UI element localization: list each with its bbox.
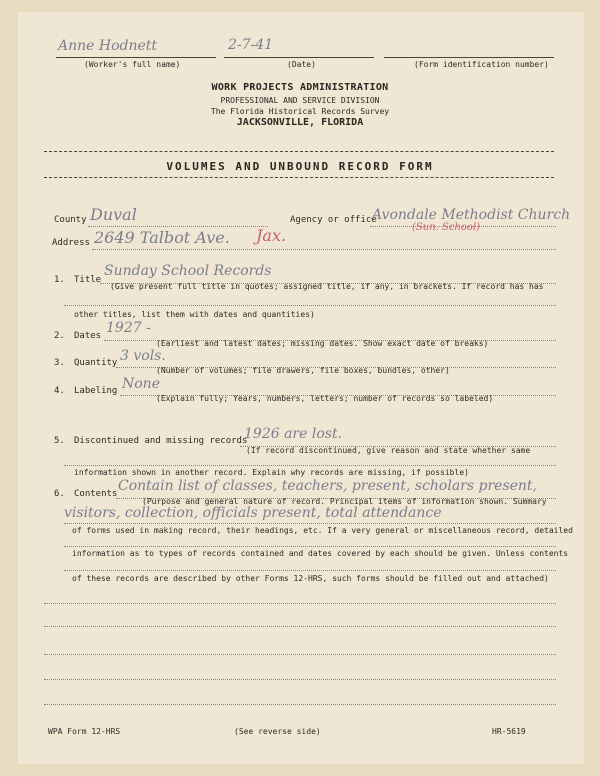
title-rule-bottom <box>44 177 554 178</box>
agency-office-label: Agency or office <box>290 215 377 225</box>
county-value: Duval <box>90 205 137 224</box>
dates-value: 1927 - <box>106 320 151 336</box>
contents-hint-4: of these records are described by other Forms 12-HRS, such forms should be filled out and attached) <box>72 574 549 583</box>
division-heading: PROFESSIONAL AND SERVICE DIVISION <box>220 96 380 105</box>
contents-value-2: visitors, collection, officials present, total attendance <box>64 505 442 521</box>
labeling-value: None <box>122 376 160 392</box>
city-heading: JACKSONVILLE, FLORIDA <box>236 117 364 128</box>
worker-name-label: (Worker's full name) <box>84 60 181 69</box>
quantity-value: 3 vols. <box>120 348 166 364</box>
discontinued-hint-1: (If record discontinued, give reason and state whether same <box>246 446 531 455</box>
address-value: 2649 Talbot Ave. <box>94 228 230 247</box>
contents-hint-3: information as to types of records contained and dates covered by each should be given. Unless contents <box>72 549 569 558</box>
survey-heading: The Florida Historical Records Survey <box>210 107 390 116</box>
footer-form-number: WPA Form 12-HRS <box>48 727 121 736</box>
blank-line <box>44 704 556 705</box>
dates-hint: (Earliest and latest dates; missing dates. Show exact date of breaks) <box>156 339 489 348</box>
agency-office-value: Avondale Methodist Church <box>372 207 571 223</box>
date-value: 2-7-41 <box>228 37 274 53</box>
labeling-number: 4. <box>54 386 65 396</box>
discontinued-hint-2: information shown in another record. Explain why records are missing, if possible) <box>74 468 469 477</box>
agency-office-note: (Sun. School) <box>412 222 481 233</box>
form-title: VOLUMES AND UNBOUND RECORD FORM <box>166 160 434 173</box>
discontinued-number: 5. <box>54 436 65 446</box>
contents-hint-2: of forms used in making record, their headings, etc. If a very general or miscellaneous record, detailed <box>72 526 573 535</box>
blank-line <box>44 679 556 680</box>
dates-number: 2. <box>54 331 65 341</box>
title-value: Sunday School Records <box>104 263 272 279</box>
discontinued-line-2 <box>64 465 556 466</box>
agency-heading: WORK PROJECTS ADMINISTRATION <box>211 82 389 93</box>
quantity-label: Quantity <box>74 358 118 368</box>
date-label: (Date) <box>287 60 316 69</box>
discontinued-value: 1926 are lost. <box>244 426 343 442</box>
title-label: Title <box>74 275 102 285</box>
title-number: 1. <box>54 275 65 285</box>
discontinued-label: Discontinued and missing records <box>74 436 248 446</box>
footer-see-reverse: (See reverse side) <box>234 727 321 736</box>
dates-label: Dates <box>74 331 102 341</box>
contents-line-2 <box>64 523 556 524</box>
quantity-number: 3. <box>54 358 65 368</box>
date-line <box>224 57 374 58</box>
footer-code: HR-5619 <box>492 727 526 736</box>
title-hint-1: (Give present full title in quotes; assigned title, if any, in brackets. If record has has <box>110 282 544 291</box>
county-label: County <box>54 215 87 225</box>
blank-line <box>44 626 556 627</box>
quantity-hint: (Number of volumes; file drawers, file boxes, bundles, other) <box>156 366 450 375</box>
agency-line <box>370 226 556 227</box>
form-id-line <box>384 57 554 58</box>
form-id-label: (Form identification number) <box>414 60 549 69</box>
contents-label: Contents <box>74 489 118 499</box>
title-hint-2: other titles, list them with dates and quantities) <box>74 310 315 319</box>
contents-line-3 <box>64 546 556 547</box>
county-line <box>88 226 268 227</box>
blank-line <box>44 603 556 604</box>
title-rule-top <box>44 151 554 152</box>
worker-name-value: Anne Hodnett <box>58 38 158 54</box>
blank-line <box>44 654 556 655</box>
contents-value-1: Contain list of classes, teachers, present, scholars present, <box>118 478 538 494</box>
contents-hint-1: (Purpose and general nature of record. Principal items of information shown. Summary <box>142 497 547 506</box>
address-label: Address <box>52 238 90 248</box>
address-line <box>92 249 556 250</box>
contents-number: 6. <box>54 489 65 499</box>
labeling-label: Labeling <box>74 386 118 396</box>
worker-name-line <box>56 57 216 58</box>
title-line-2 <box>64 305 556 306</box>
address-note: Jax. <box>256 226 287 245</box>
contents-line-4 <box>64 570 556 571</box>
labeling-hint: (Explain fully; Years, numbers, letters; number of records so labeled) <box>156 394 494 403</box>
